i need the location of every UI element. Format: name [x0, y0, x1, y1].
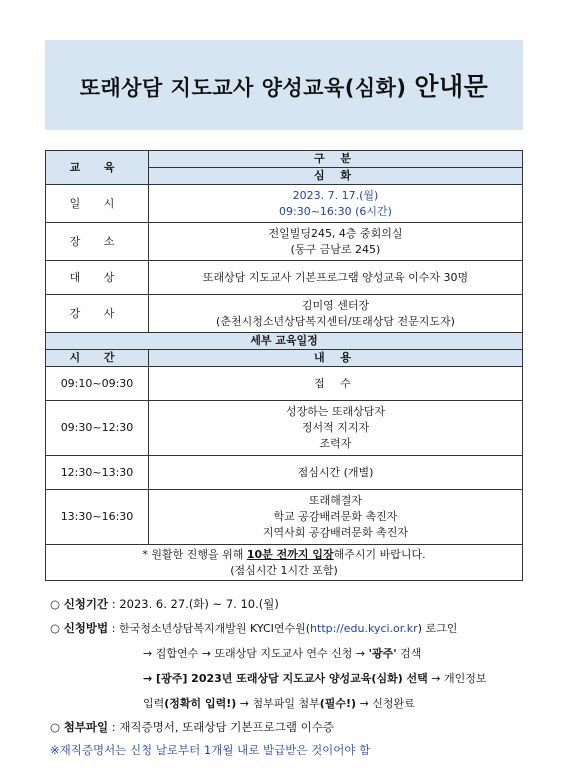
header-edu: 교 육 — [46, 151, 149, 185]
schedule-content — [149, 401, 523, 456]
row-label-instructor: 강 사 — [46, 295, 149, 333]
title-suffix: 안내문 — [414, 72, 489, 101]
footnote-post: 해주시기 바랍니다. — [333, 547, 426, 561]
method-line3-post: → 개인정보 — [427, 672, 487, 685]
schedule-time: 09:30~12:30 — [46, 401, 149, 456]
row-label-date: 일 시 — [46, 185, 149, 223]
schedule-content: 접 수 — [149, 367, 523, 401]
bullet-icon: ○ — [50, 597, 61, 611]
row-value-instructor — [149, 295, 523, 333]
table-footnote — [46, 545, 523, 581]
content-line: 성장하는 또래상담자 — [285, 405, 386, 418]
schedule-title: 세부 교육일정 — [46, 333, 523, 350]
instructor-name: 김미영 센터장 — [301, 298, 370, 312]
method-line4-emphasis-2: (필수!) — [319, 697, 357, 710]
note-line: ※재직증명서는 신청 날로부터 1개월 내로 발급받은 것이어야 함 — [50, 743, 371, 757]
method-line4-post: → 신청완료 — [356, 697, 415, 710]
schedule-content-header: 내 용 — [149, 350, 523, 367]
schedule-time: 13:30~16:30 — [46, 490, 149, 545]
footnote-pre: * 원활한 진행을 위해 — [142, 547, 247, 561]
instructor-affiliation: (춘천시청소년상담복지센터/또래상담 전문지도자) — [216, 314, 455, 328]
method-line3-emphasis: → [광주] 2023년 또래상담 지도교사 양성교육(심화) 선택 — [143, 672, 428, 685]
schedule-content — [149, 490, 523, 545]
content-line: 정서적 지지자 — [301, 421, 370, 434]
method-line2-emphasis: '광주' — [368, 647, 397, 660]
title-banner — [45, 40, 523, 130]
header-gubun: 구 분 — [149, 151, 523, 168]
method-line2-pre: → 집합연수 → 또래상담 지도교사 연수 신청 → — [143, 647, 369, 660]
title-main: 또래상담 지도교사 양성교육(심화) — [79, 76, 407, 100]
method-line1-pre: : 한국청소년상담복지개발원 KYCI연수원( — [111, 622, 311, 635]
footnote-line2: (점심시간 1시간 포함) — [230, 563, 338, 577]
date-line: 2023. 7. 17.(월) — [292, 188, 379, 202]
method-line1-post: ) 로그인 — [417, 622, 458, 635]
content-line: 조력자 — [319, 437, 352, 450]
method-label: 신청방법 — [63, 621, 109, 635]
page-title — [80, 67, 489, 103]
method-line-1 — [50, 620, 457, 637]
period-value: : 2023. 6. 27.(화) ~ 7. 10.(월) — [111, 597, 279, 611]
schedule-time: 12:30~13:30 — [46, 456, 149, 490]
content-line: 학교 공감배려문화 촉진자 — [273, 510, 398, 523]
row-value-date — [149, 185, 523, 223]
content-line: 지역사회 공감배려문화 촉진자 — [262, 526, 409, 539]
file-label: 첨부파일 — [63, 720, 109, 734]
content-line: 또래해결자 — [308, 494, 363, 507]
method-line-4 — [143, 695, 415, 712]
file-line — [50, 719, 334, 736]
method-line4-pre: 입력 — [143, 697, 165, 710]
footnote-emphasis: 10분 전까지 입장 — [246, 547, 334, 561]
row-value-target: 또래상담 지도교사 기본프로그램 양성교육 이수자 30명 — [149, 261, 523, 295]
row-label-place: 장 소 — [46, 223, 149, 261]
file-value: : 재직증명서, 또래상담 기본프로그램 이수증 — [111, 720, 334, 734]
bullet-icon: ○ — [50, 621, 61, 635]
period-label: 신청기간 — [63, 597, 109, 611]
info-table — [45, 150, 523, 581]
kyci-link[interactable]: http://edu.kyci.or.kr — [310, 622, 418, 635]
method-line-2 — [143, 645, 421, 662]
row-value-place — [149, 223, 523, 261]
time-line: 09:30~16:30 (6시간) — [279, 204, 392, 218]
period-line — [50, 596, 279, 613]
method-line4-mid: → 첨부파일 첨부 — [236, 697, 320, 710]
address-line: (동구 금남로 245) — [290, 242, 381, 256]
schedule-time-header: 시 간 — [46, 350, 149, 367]
row-label-target: 대 상 — [46, 261, 149, 295]
place-line: 전일빌딩245, 4층 중회의실 — [268, 226, 403, 240]
method-line-3 — [143, 670, 487, 687]
schedule-time: 09:10~09:30 — [46, 367, 149, 401]
method-line2-post: 검색 — [396, 647, 422, 660]
header-simhwa: 심 화 — [149, 168, 523, 185]
schedule-content: 점심시간 (개별) — [149, 456, 523, 490]
bullet-icon: ○ — [50, 720, 61, 734]
method-line4-emphasis-1: (정확히 입력!) — [164, 697, 237, 710]
